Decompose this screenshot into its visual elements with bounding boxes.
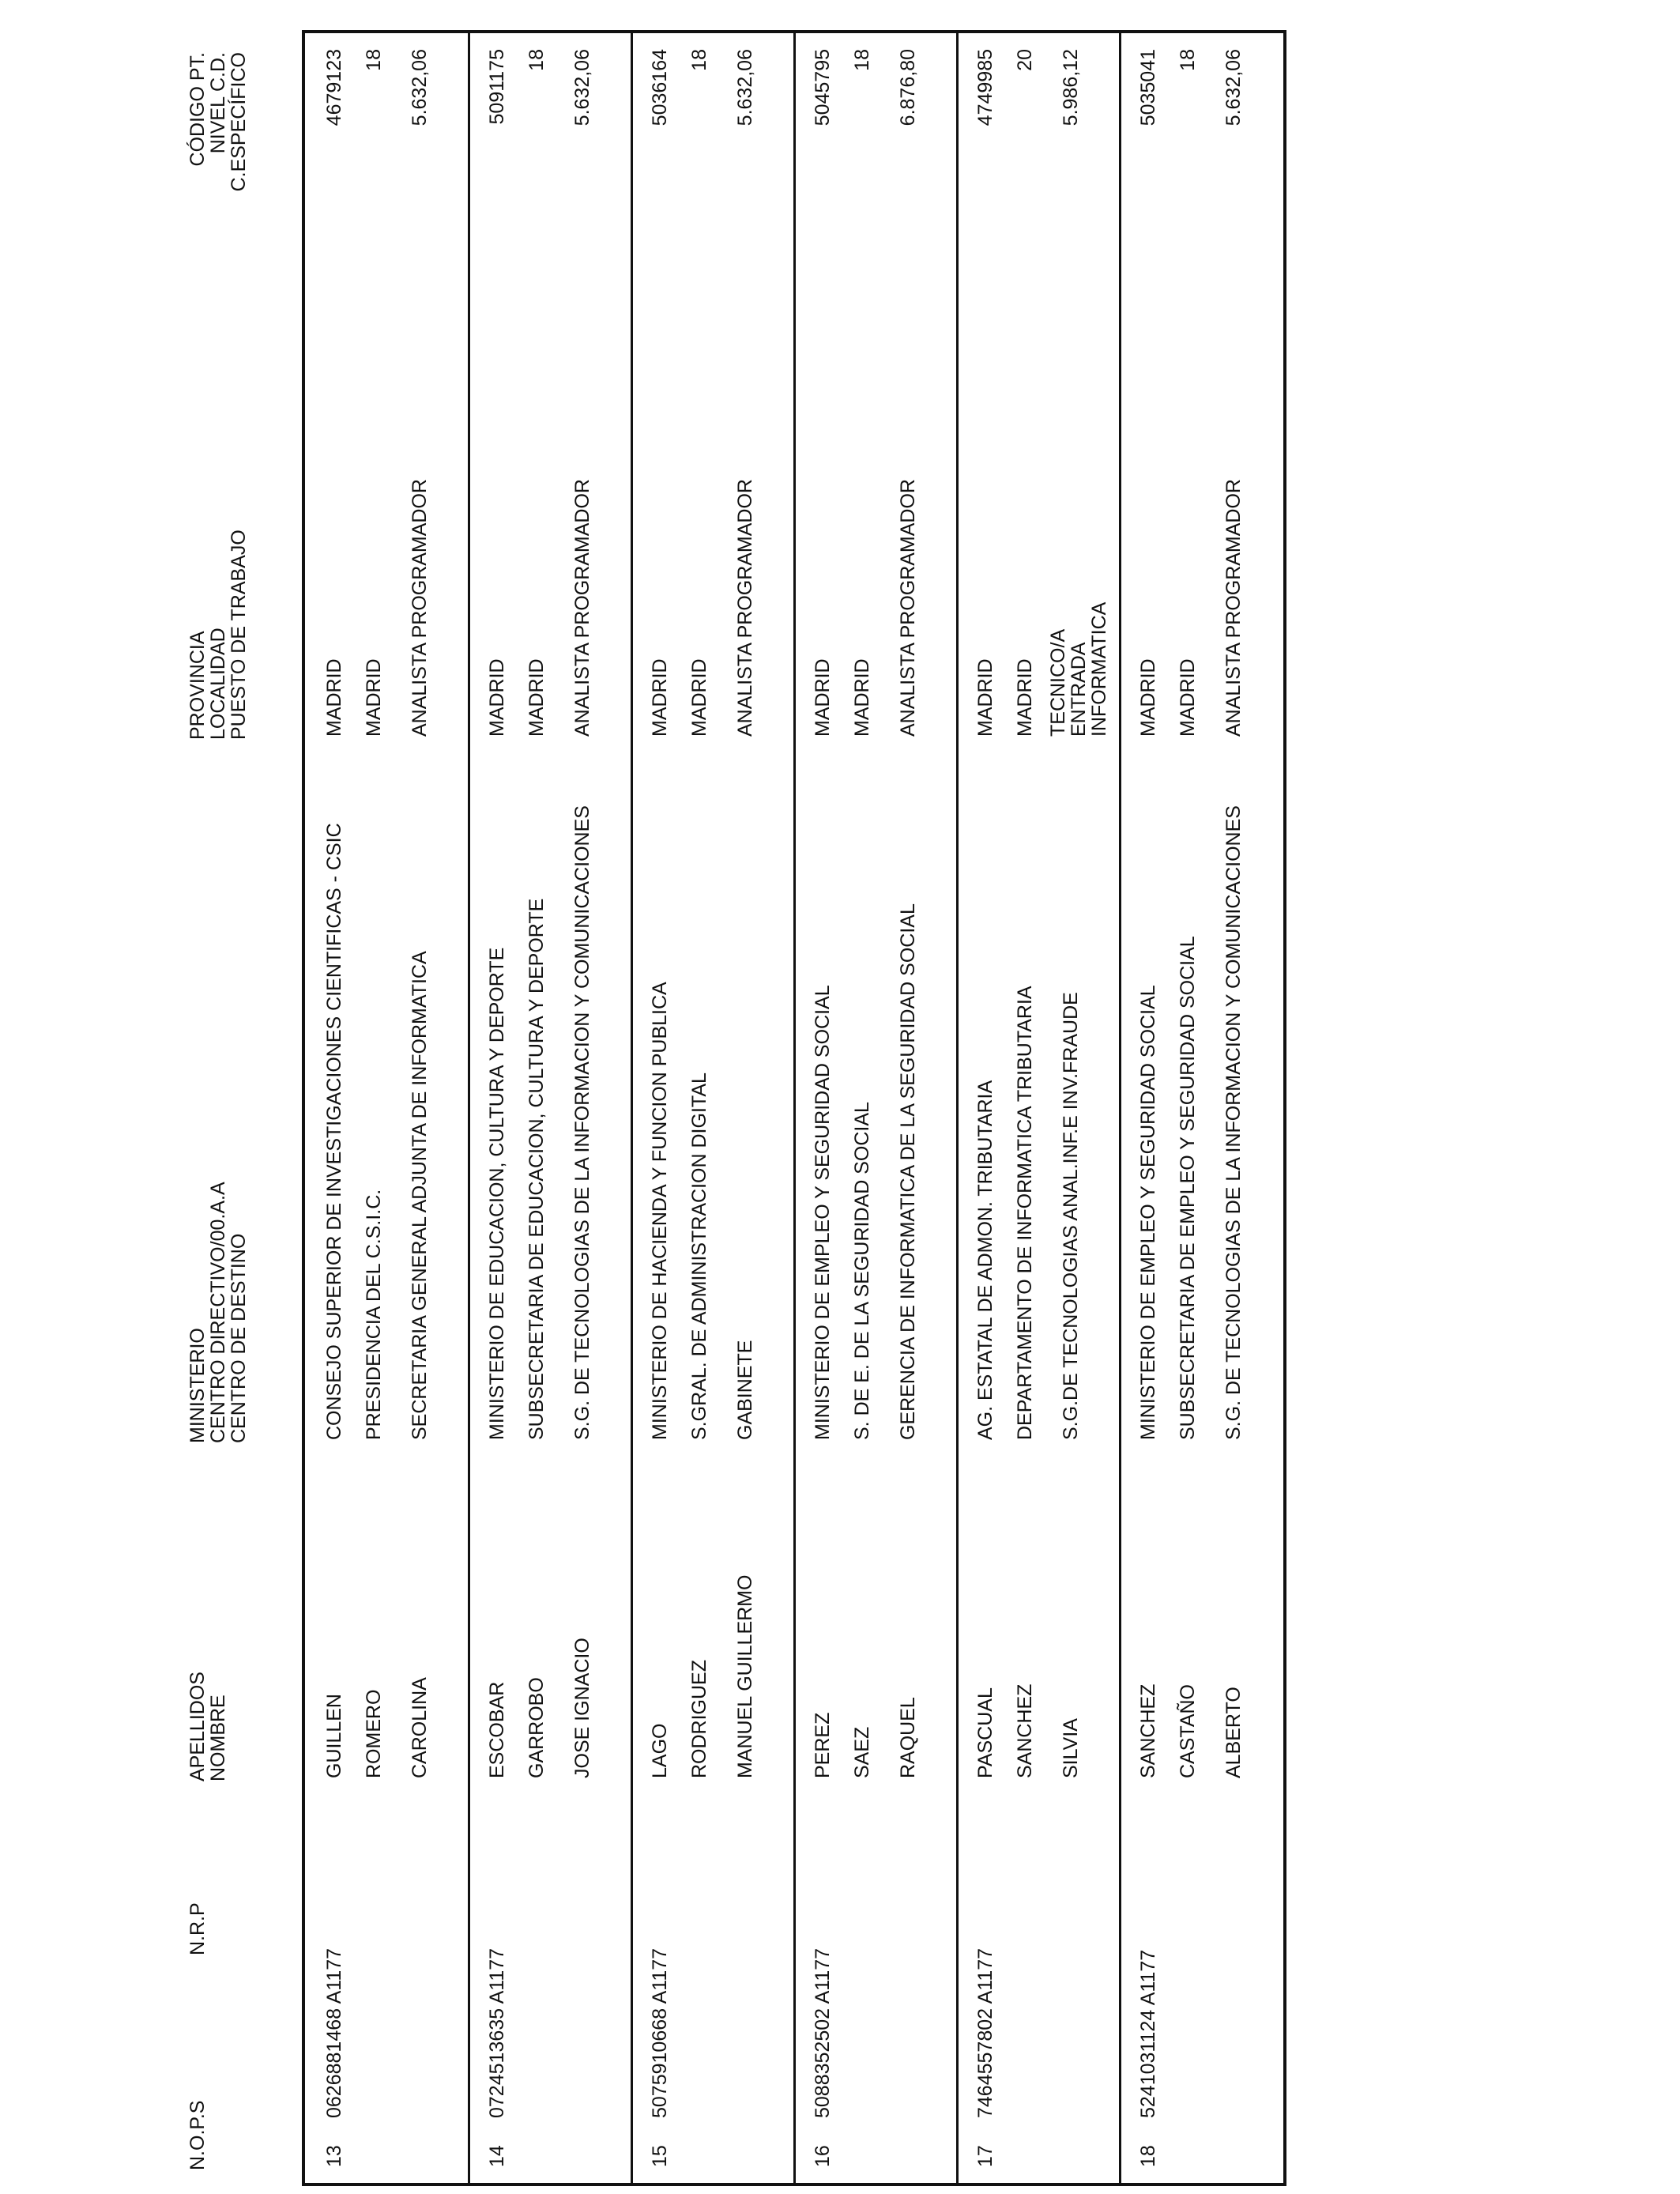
provincia-cell: MADRID <box>812 658 834 737</box>
codigo-cell: 4749985 <box>974 49 996 126</box>
provincia-cell: MADRID <box>486 658 508 737</box>
puesto-cell: ANALISTA PROGRAMADOR <box>897 479 919 737</box>
apellido2-cell: RODRIGUEZ <box>688 1660 710 1778</box>
nivel-cell: 18 <box>688 49 710 71</box>
nombre-cell: CAROLINA <box>409 1677 431 1778</box>
centro-destino-cell: S.G. DE TECNOLOGIAS DE LA INFORMACION Y COMUNICACIONES <box>571 805 593 1440</box>
ministerio-cell: MINISTERIO DE HACIENDA Y FUNCION PUBLICA <box>649 982 671 1440</box>
header-especifico-label: C.ESPECÍFICO <box>228 52 250 192</box>
centro-destino-cell: S.G.DE TECNOLOGIAS ANAL.INF.E INV.FRAUDE <box>1060 992 1082 1440</box>
apellido1-cell: PEREZ <box>812 1712 834 1778</box>
nombre-cell: JOSE IGNACIO <box>571 1638 593 1778</box>
ministerio-cell: MINISTERIO DE EMPLEO Y SEGURIDAD SOCIAL <box>1137 985 1159 1440</box>
codigo-cell: 4679123 <box>323 49 345 126</box>
localidad-cell: MADRID <box>688 658 710 737</box>
centro-directivo-cell: SUBSECRETARIA DE EDUCACION, CULTURA Y DEPORTE <box>525 898 548 1440</box>
header-codes <box>187 52 249 242</box>
nrp-cell: 5075910668 A1177 <box>649 1947 671 2118</box>
nombre-cell: SILVIA <box>1060 1718 1082 1778</box>
localidad-cell: MADRID <box>1014 658 1036 737</box>
especifico-cell: 5.632,06 <box>734 49 756 126</box>
nombre-cell: MANUEL GUILLERMO <box>734 1574 756 1778</box>
table-row <box>631 33 793 2183</box>
centro-destino-cell: GERENCIA DE INFORMATICA DE LA SEGURIDAD SOCIAL <box>897 903 919 1440</box>
header-puesto-label: PUESTO DE TRABAJO <box>228 530 250 740</box>
header-organization <box>187 1182 249 1443</box>
nrp-cell: 7464557802 A1177 <box>974 1947 996 2118</box>
centro-directivo-cell: SUBSECRETARIA DE EMPLEO Y SEGURIDAD SOCIAL <box>1177 936 1199 1440</box>
nops-cell: 14 <box>486 2145 508 2167</box>
puesto-cell: TECNICO/A ENTRADA INFORMATICA <box>1047 601 1110 737</box>
provincia-cell: MADRID <box>1137 658 1159 737</box>
puesto-cell: ANALISTA PROGRAMADOR <box>734 479 756 737</box>
centro-directivo-cell: DEPARTAMENTO DE INFORMATICA TRIBUTARIA <box>1014 986 1036 1440</box>
apellido2-cell: SANCHEZ <box>1014 1683 1036 1778</box>
header-nombre-label: NOMBRE <box>207 1695 229 1781</box>
apellido1-cell: ESCOBAR <box>486 1681 508 1778</box>
nivel-cell: 18 <box>1177 49 1199 71</box>
ministerio-cell: AG. ESTATAL DE ADMON. TRIBUTARIA <box>974 1080 996 1440</box>
nrp-cell: 0626881468 A1177 <box>323 1947 345 2118</box>
apellido1-cell: SANCHEZ <box>1137 1683 1159 1778</box>
ministerio-cell: CONSEJO SUPERIOR DE INVESTIGACIONES CIENTIFICAS - CSIC <box>323 823 345 1440</box>
header-localidad-label: LOCALIDAD <box>207 628 229 740</box>
especifico-cell: 5.632,06 <box>409 49 431 126</box>
centro-directivo-cell: PRESIDENCIA DEL C.S.I.C. <box>363 1189 385 1440</box>
header-codigo-label: CÓDIGO PT. <box>186 52 209 167</box>
especifico-cell: 5.632,06 <box>571 49 593 126</box>
records-table <box>302 30 1286 2186</box>
codigo-cell: 5091175 <box>486 49 508 125</box>
especifico-cell: 5.632,06 <box>1222 49 1245 126</box>
table-row <box>305 33 468 2183</box>
nops-cell: 16 <box>812 2145 834 2167</box>
nops-cell: 17 <box>974 2145 996 2167</box>
header-nops <box>187 2101 208 2170</box>
nops-cell: 18 <box>1137 2145 1159 2167</box>
table-row <box>956 33 1119 2183</box>
centro-destino-cell: GABINETE <box>734 1340 756 1440</box>
localidad-cell: MADRID <box>851 658 873 737</box>
header-location <box>187 530 249 740</box>
nops-cell: 15 <box>649 2145 671 2167</box>
puesto-cell: ANALISTA PROGRAMADOR <box>1222 479 1245 737</box>
nops-cell: 13 <box>323 2145 345 2167</box>
table-row <box>468 33 631 2183</box>
localidad-cell: MADRID <box>1177 658 1199 737</box>
table-row <box>1119 33 1282 2183</box>
apellido1-cell: LAGO <box>649 1723 671 1778</box>
codigo-cell: 5036164 <box>649 49 671 126</box>
centro-directivo-cell: S. DE E. DE LA SEGURIDAD SOCIAL <box>851 1102 873 1440</box>
localidad-cell: MADRID <box>363 658 385 737</box>
puesto-cell: ANALISTA PROGRAMADOR <box>409 479 431 737</box>
nrp-cell: 5088352502 A1177 <box>812 1947 834 2118</box>
provincia-cell: MADRID <box>649 658 671 737</box>
nivel-cell: 18 <box>363 49 385 71</box>
nivel-cell: 18 <box>851 49 873 71</box>
codigo-cell: 5045795 <box>812 49 834 126</box>
header-apellidos-label: APELLIDOS <box>186 1672 209 1781</box>
table-row <box>793 33 956 2183</box>
centro-destino-cell: SECRETARIA GENERAL ADJUNTA DE INFORMATICA <box>409 951 431 1440</box>
provincia-cell: MADRID <box>323 658 345 737</box>
centro-directivo-cell: S.GRAL. DE ADMINISTRACION DIGITAL <box>688 1072 710 1440</box>
nivel-cell: 20 <box>1014 49 1036 71</box>
header-nivel-label: NIVEL C.D. <box>207 52 229 154</box>
header-provincia-label: PROVINCIA <box>186 631 209 740</box>
header-nrp <box>187 1902 208 1955</box>
nombre-cell: ALBERTO <box>1222 1687 1245 1778</box>
apellido2-cell: ROMERO <box>363 1689 385 1778</box>
ministerio-cell: MINISTERIO DE EMPLEO Y SEGURIDAD SOCIAL <box>812 985 834 1440</box>
header-ministerio-label: MINISTERIO <box>186 1328 209 1443</box>
ministerio-cell: MINISTERIO DE EDUCACION, CULTURA Y DEPORTE <box>486 947 508 1440</box>
header-nops-label: N.O.P.S <box>186 2100 209 2170</box>
apellido1-cell: GUILLEN <box>323 1694 345 1778</box>
centro-destino-cell: S.G. DE TECNOLOGIAS DE LA INFORMACION Y COMUNICACIONES <box>1222 805 1245 1440</box>
localidad-cell: MADRID <box>525 658 548 737</box>
header-centro-directivo-label: CENTRO DIRECTIVO/00.A.A <box>207 1182 229 1443</box>
apellido2-cell: SAEZ <box>851 1726 873 1778</box>
apellido1-cell: PASCUAL <box>974 1687 996 1778</box>
codigo-cell: 5035041 <box>1137 49 1159 126</box>
especifico-cell: 5.986,12 <box>1060 49 1082 126</box>
especifico-cell: 6.876,80 <box>897 49 919 126</box>
header-nrp-label: N.R.P <box>186 1902 209 1955</box>
provincia-cell: MADRID <box>974 658 996 737</box>
apellido2-cell: GARROBO <box>525 1677 548 1778</box>
puesto-cell: ANALISTA PROGRAMADOR <box>571 479 593 737</box>
header-centro-destino-label: CENTRO DE DESTINO <box>228 1233 250 1443</box>
nrp-cell: 0724513635 A1177 <box>486 1947 508 2118</box>
nivel-cell: 18 <box>525 49 548 71</box>
nrp-cell: 5241031124 A1177 <box>1137 1949 1159 2118</box>
nombre-cell: RAQUEL <box>897 1697 919 1778</box>
header-names <box>187 1672 228 1781</box>
apellido2-cell: CASTAÑO <box>1177 1684 1199 1778</box>
